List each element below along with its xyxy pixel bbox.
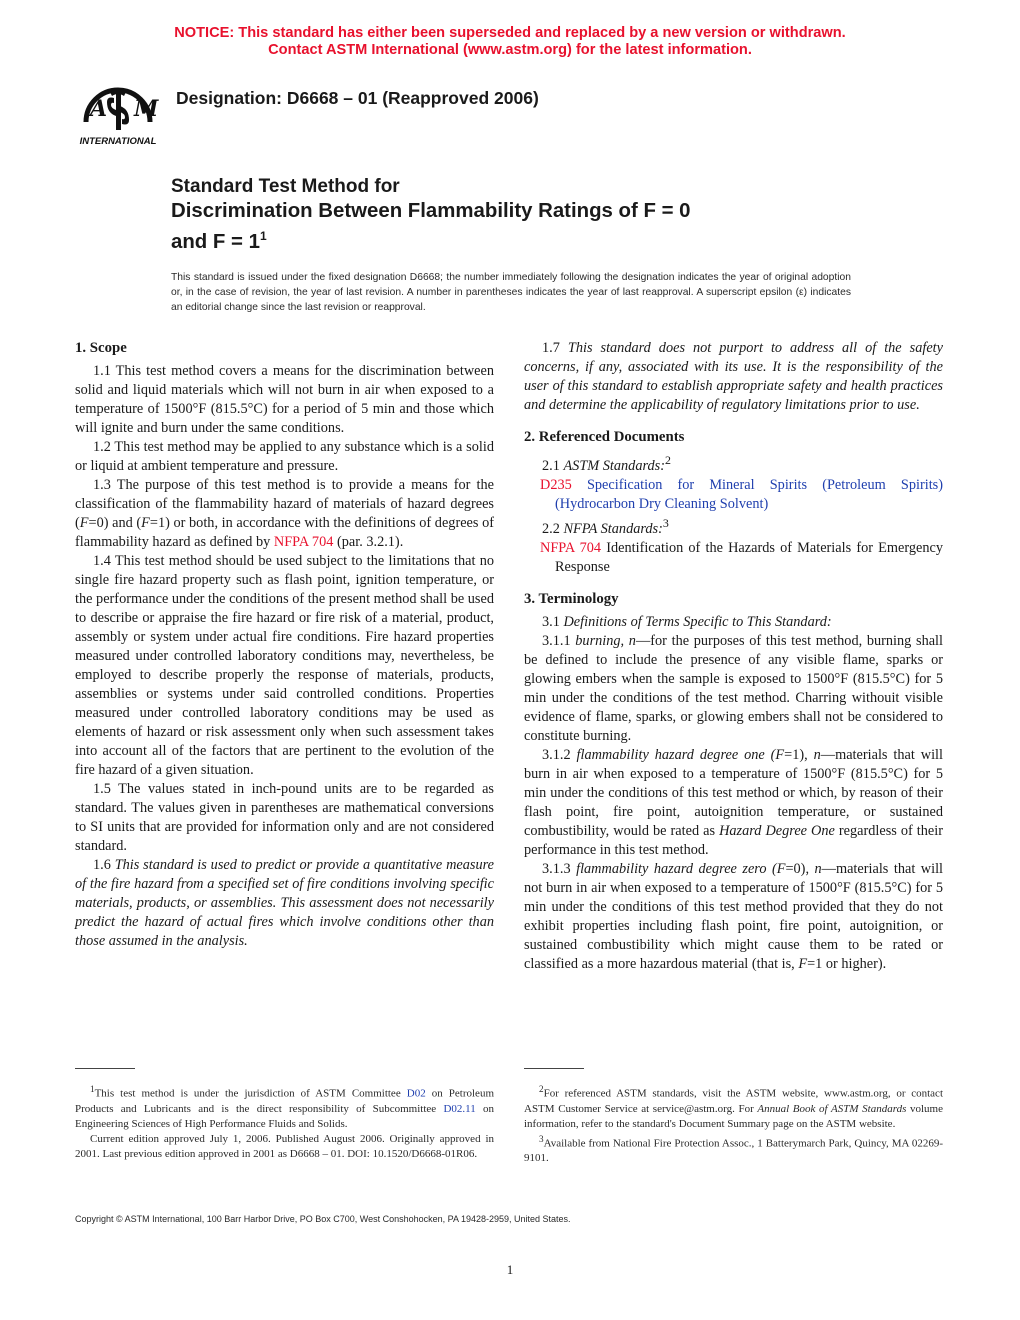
para-3-1-number: 3.1: [542, 613, 564, 630]
footnote-3: [524, 1132, 943, 1167]
committee-d02-link[interactable]: D02: [406, 1087, 426, 1100]
logo-letter-a: A: [90, 96, 108, 122]
d235-title-link[interactable]: Specification for Mineral Spirits (Petroleum Spirits) (Hydrocarbon Dry Cleaning Solvent): [555, 476, 943, 512]
para-1-3-text-b: =0) and (: [88, 515, 142, 531]
footnote-separator-left: [75, 1068, 135, 1069]
terminology-heading: 3. Terminology: [524, 590, 619, 607]
para-1-3-text-a: 1.3 The purpose of this test method is to provide a means for the classification of the flammability hazard of materials of hazard degrees (: [75, 477, 494, 531]
para-3-1-3-text-b: =1 or higher).: [807, 955, 887, 972]
var-f: F: [79, 515, 89, 531]
footnote-2: [524, 1082, 943, 1132]
footnote-1-text-c: on Engineering Sciences of High Performance Fluids and Solids.: [75, 1102, 495, 1130]
para-1-3-text-d: (par. 3.2.1).: [333, 534, 404, 550]
term-burning: burning, n: [575, 632, 636, 649]
para-1-6-text: This standard is used to predict or provide a quantitative measure of the fire hazard from a specified set of fire conditions involving specific materials, products, or assemblies. This assessment does not necessarily predict the hazard of actual fires which involve conditions other than those assumed in the analysis.: [75, 857, 494, 949]
nfpa-704-ref-link[interactable]: NFPA 704: [540, 539, 602, 556]
para-3-1-2-text-b: regardless of their performance in this test method.: [524, 822, 943, 858]
para-1-2: 1.2 This test method may be applied to any substance which is a solid or liquid at ambient temperature and pressure.: [75, 439, 494, 474]
title-line-3-text: and F = 1: [171, 230, 260, 253]
footnotes-left: [75, 1082, 494, 1162]
var-f: F: [141, 515, 150, 531]
footnote-2-emphasis: Annual Book of ASTM Standards: [757, 1102, 907, 1115]
noun-marker: n: [814, 860, 822, 877]
para-2-1-number: 2.1: [542, 457, 564, 474]
para-3-1-3: [524, 860, 943, 974]
term-hazard-degree-one: flammability hazard degree one (F: [576, 746, 785, 763]
term-hazard-degree-zero: flammability hazard degree zero (F: [576, 860, 786, 877]
logo-international-text: INTERNATIONAL: [79, 136, 157, 147]
footnote-3-text: Available from National Fire Protection Assoc., 1 Batterymarch Park, Quincy, MA 02269-9101.: [524, 1137, 943, 1165]
para-1-7: [524, 339, 943, 415]
para-1-6: [75, 856, 494, 951]
para-3-1-3-number: 3.1.3: [542, 860, 577, 877]
var-f: F: [798, 955, 808, 972]
footnote-1-text-a: This test method is under the jurisdiction of ASTM Committee: [94, 1087, 407, 1100]
para-3-1-text: Definitions of Terms Specific to This Standard:: [563, 613, 832, 630]
para-3-1-2-text-a: —materials that will burn in air when exposed to a temperature of 1500°F (815.5°C) for 5 min under the conditions of this test method or which, by reason of their flash point, fire point, autoignition temperature, or sustained combustibility, would be rated as: [524, 746, 943, 839]
para-1-3: [75, 476, 494, 552]
right-column: [524, 339, 943, 974]
footnote-2-ref[interactable]: 2: [665, 453, 671, 467]
issuance-note: This standard is issued under the fixed designation D6668; the number immediately following the designation indicates the year of original adoption or, in the case of revision, the year of last revision. A number in parentheses indicates the year of last reapproval. A superscript epsilon (ε) indicates an editorial change since the last revision or reapproval.: [171, 272, 851, 313]
reference-nfpa-704: [524, 539, 943, 577]
footnote-1-text-b: on Petroleum Products and Lubricants and is the direct responsibility of Subcommittee: [75, 1087, 494, 1115]
footnote-3-mark: 3: [539, 1133, 544, 1144]
footnote-1-mark: 1: [90, 1084, 95, 1094]
para-3-1-3-mid: =0),: [785, 860, 815, 877]
copyright-line: Copyright © ASTM International, 100 Barr Harbor Drive, PO Box C700, West Conshohocken, PA 19428-2959, United States.: [75, 1214, 571, 1224]
para-2-1: [524, 451, 943, 476]
title-line-1: Standard Test Method for: [171, 176, 400, 197]
para-3-1-1-number: 3.1.1: [542, 632, 576, 649]
document-title: [171, 175, 691, 255]
footnotes-right: [524, 1082, 943, 1166]
title-line-3: [171, 224, 691, 255]
left-column: [75, 339, 494, 951]
para-1-5: 1.5 The values stated in inch-pound units are to be regarded as standard. The values given in parentheses are mathematical conversions to SI units that are provided for information only and are not considered standard.: [75, 781, 494, 854]
referenced-documents-heading: 2. Referenced Documents: [524, 429, 685, 445]
para-3-1-3-text-a: —materials that will not burn in air when exposed to a temperature of 1500°F (815.5°C) for 5 min under the conditions of this test method provided that they do not exhibit properties including flash point, fire point, autoignition, or sustained combustibility which might cause them to be rated or classified as a more hazardous material (that is,: [524, 860, 944, 972]
para-2-2-number: 2.2: [542, 520, 564, 537]
notice-line-1: NOTICE: This standard has either been superseded and replaced by a new version or withdrawn.: [174, 25, 846, 41]
footnote-2-text-b: volume information, refer to the standard's Document Summary page on the ASTM website.: [524, 1102, 943, 1130]
logo-letter-m: M: [134, 96, 159, 122]
para-1-1: 1.1 This test method covers a means for the discrimination between solid and liquid materials which will not burn in air when exposed to a temperature of 1500°F (815.5°C) for a period of 5 min and those which will ignite and burn under the same conditions.: [75, 363, 494, 436]
footnote-1-edition: Current edition approved July 1, 2006. Published August 2006. Originally approved in 2001. Last previous edition approved in 2001 as D6668 – 01. DOI: 10.1520/D6668-01R06.: [75, 1132, 494, 1160]
para-1-7-text: This standard does not purport to address all of the safety concerns, if any, associated with its use. It is the responsibility of the user of this standard to establish appropriate safety and health practices and determine the applicability of regulatory limitations prior to use.: [524, 340, 943, 413]
nfpa-704-link[interactable]: NFPA 704: [273, 534, 334, 550]
scope-heading: 1. Scope: [75, 340, 127, 356]
para-3-1-1: [524, 632, 943, 746]
title-line-2: Discrimination Between Flammability Ratings of F = 0: [171, 200, 691, 222]
footnote-2-text-a: For referenced ASTM standards, visit the ASTM website, www.astm.org, or contact ASTM Customer Service at service@astm.org. For: [524, 1087, 943, 1115]
para-3-1-2-mid: =1),: [784, 746, 814, 763]
page-number: 1: [506, 1262, 514, 1277]
para-2-2: [524, 514, 943, 539]
footnote-3-ref[interactable]: 3: [662, 515, 669, 530]
subcommittee-d02-11-link[interactable]: D02.11: [443, 1102, 476, 1115]
notice-line-2: Contact ASTM International (www.astm.org) for the latest information.: [268, 42, 752, 58]
reference-d235: [524, 476, 943, 514]
para-3-1: [524, 613, 943, 632]
para-1-7-number: 1.7: [542, 340, 568, 356]
para-1-6-number: 1.6: [93, 857, 115, 873]
designation: Designation: D6668 – 01 (Reapproved 2006): [176, 88, 539, 108]
title-footnote-mark[interactable]: 1: [259, 229, 267, 243]
noun-marker: n: [813, 746, 821, 763]
footnote-1: [75, 1082, 494, 1132]
para-2-2-text: NFPA Standards:: [563, 520, 663, 537]
footnote-separator-right: [524, 1068, 584, 1069]
withdrawal-notice: [0, 25, 1020, 59]
para-2-1-text: ASTM Standards:: [563, 457, 665, 474]
para-3-1-2: [524, 746, 943, 860]
para-3-1-1-text: —for the purposes of this test method, burning shall be defined to include the presence of any visible flame, sparks or glowing embers when the sample is exposed to 1500°F (815.5°C) for 5 min under the conditions of the test method. Charring withouit visible evidence of flame, sparks, or glowing embers shall not be considered to constitute burning.: [524, 632, 944, 744]
hazard-degree-one-emphasis: Hazard Degree One: [719, 822, 835, 839]
d235-link[interactable]: D235: [540, 476, 572, 493]
astm-logo-icon: [76, 76, 160, 150]
para-3-1-2-number: 3.1.2: [542, 746, 577, 763]
footnote-2-mark: 2: [539, 1084, 544, 1094]
nfpa-704-title: Identification of the Hazards of Materials for Emergency Response: [555, 539, 943, 575]
para-1-3-text-c: =1) or both, in accordance with the definitions of degrees of flammability hazard as defined by: [75, 515, 495, 550]
para-1-4: 1.4 This test method should be used subject to the limitations that no single fire hazard property such as flash point, ignition temperature, or the performance under the conditions of the present method shall be used to describe or appraise the fire hazard or fire risk of a material, product, assembly or system under actual fire conditions. Fire hazard properties measured under controlled laboratory conditions may, nevertheless, be employed to describe properly the response of materials, products, assemblies or systems under said controlled conditions. Properties measured under controlled laboratory conditions may be used as elements of hazard or risk assessment only when such assessment takes into account all of the factors that are pertinent to the evolution of the fire hazard of a given situation.: [75, 553, 494, 778]
